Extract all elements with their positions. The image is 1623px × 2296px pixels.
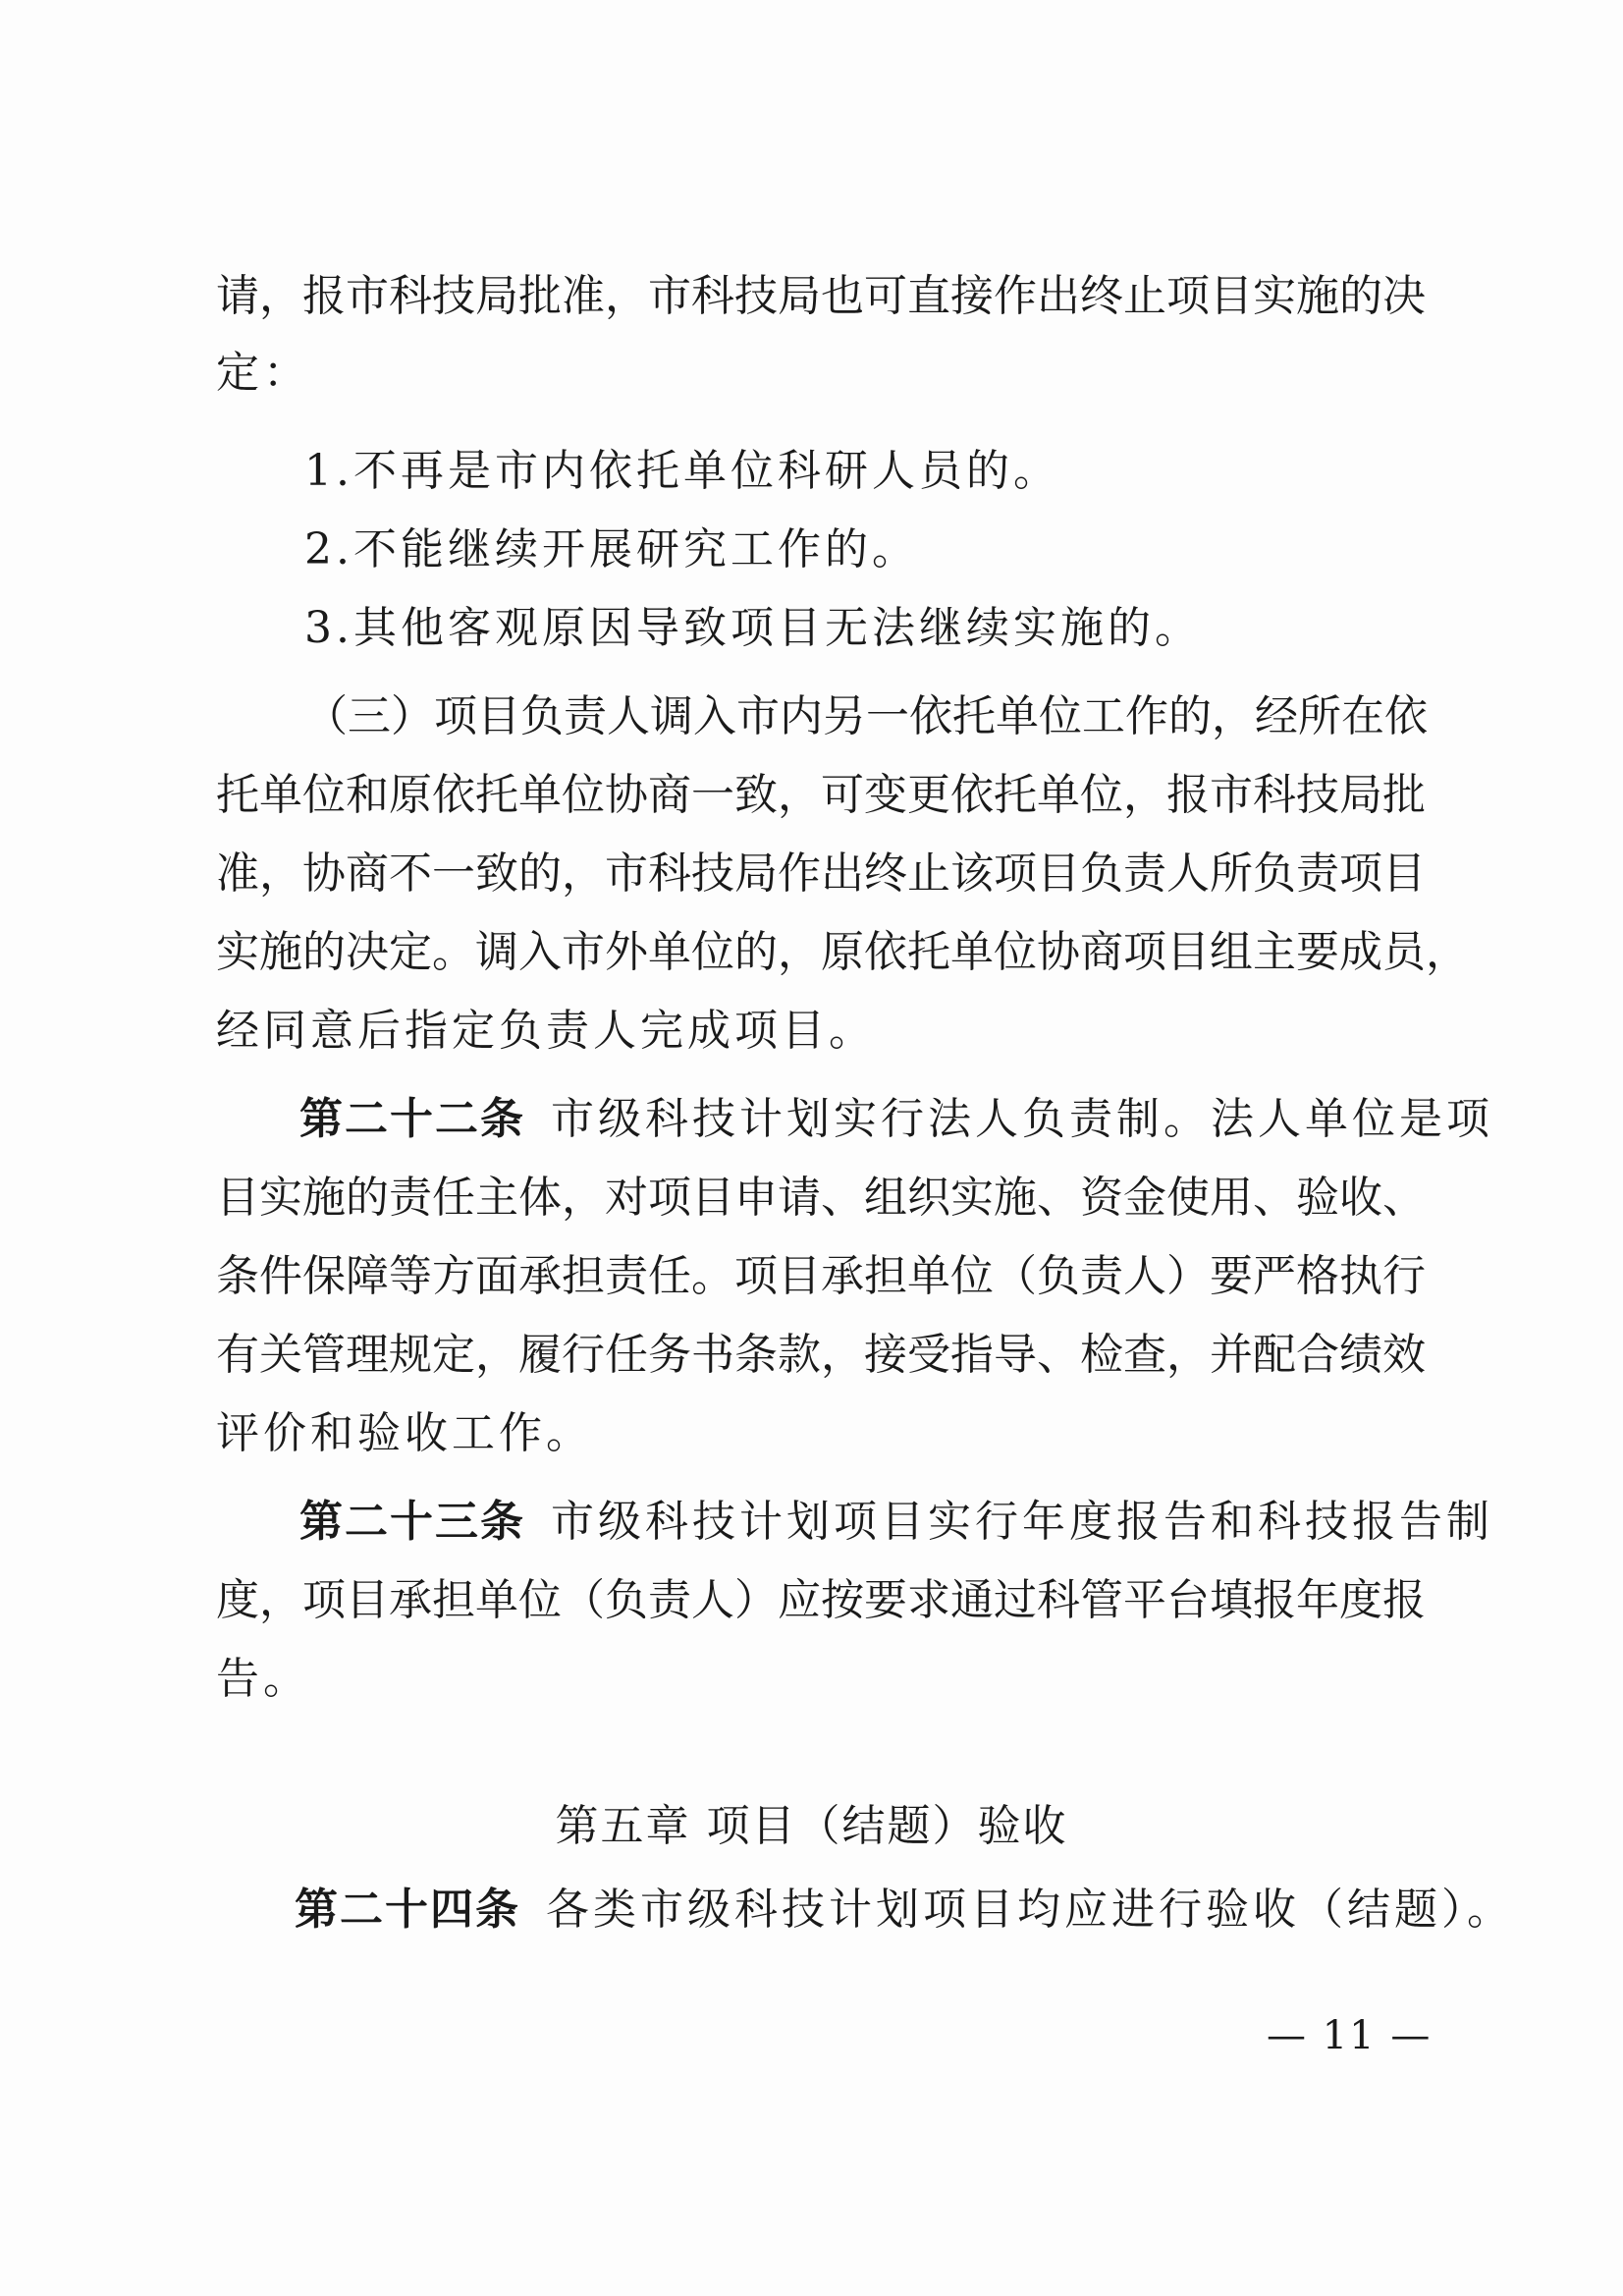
paragraph-line: 托单位和原依托单位协商一致，可变更依托单位，报市科技局批 (216, 770, 1426, 820)
paragraph-line: 经同意后指定负责人完成项目。 (216, 1006, 876, 1056)
paragraph-line: 目实施的责任主体，对项目申请、组织实施、资金使用、验收、 (216, 1173, 1426, 1223)
list-item: 2.不能继续开展研究工作的。 (304, 524, 919, 574)
article-24-first-line (295, 1881, 1514, 1940)
paragraph-line: 定： (216, 348, 310, 398)
chapter-heading: 第五章 项目（结题）验收 (555, 1801, 1068, 1851)
paragraph-line: 请，报市科技局批准，市科技局也可直接作出终止项目实施的决 (216, 271, 1426, 321)
article-22-title: 第二十二条 (299, 1094, 525, 1144)
article-22-first-line (299, 1090, 1493, 1149)
article-23-text: 市级科技计划项目实行年度报告和科技报告制 (551, 1497, 1493, 1547)
paragraph-line: 条件保障等方面承担责任。项目承担单位（负责人）要严格执行 (216, 1251, 1426, 1301)
article-23-title: 第二十三条 (299, 1497, 525, 1547)
paragraph-line: 度，项目承担单位（负责人）应按要求通过科管平台填报年度报 (216, 1575, 1426, 1625)
list-item: 1.不再是市内依托单位科研人员的。 (304, 446, 1060, 496)
paragraph-line: 实施的决定。调入市外单位的，原依托单位协商项目组主要成员， (216, 927, 1469, 977)
article-23-first-line (299, 1493, 1493, 1552)
paragraph-line: 准，协商不一致的，市科技局作出终止该项目负责人所负责项目 (216, 848, 1426, 899)
paragraph-line: 告。 (216, 1654, 310, 1704)
article-24-text: 各类市级科技计划项目均应进行验收（结题）。 (546, 1885, 1514, 1935)
paragraph-line: 评价和验收工作。 (216, 1408, 593, 1458)
paragraph-line: （三）项目负责人调入市内另一依托单位工作的，经所在依 (304, 691, 1428, 741)
list-item: 3.其他客观原因导致项目无法继续实施的。 (304, 603, 1202, 653)
article-24-title: 第二十四条 (295, 1885, 520, 1935)
page-number: — 11 — (1267, 2013, 1433, 2058)
article-22-text: 市级科技计划实行法人负责制。法人单位是项 (551, 1094, 1493, 1144)
paragraph-line: 有关管理规定，履行任务书条款，接受指导、检查，并配合绩效 (216, 1330, 1426, 1380)
